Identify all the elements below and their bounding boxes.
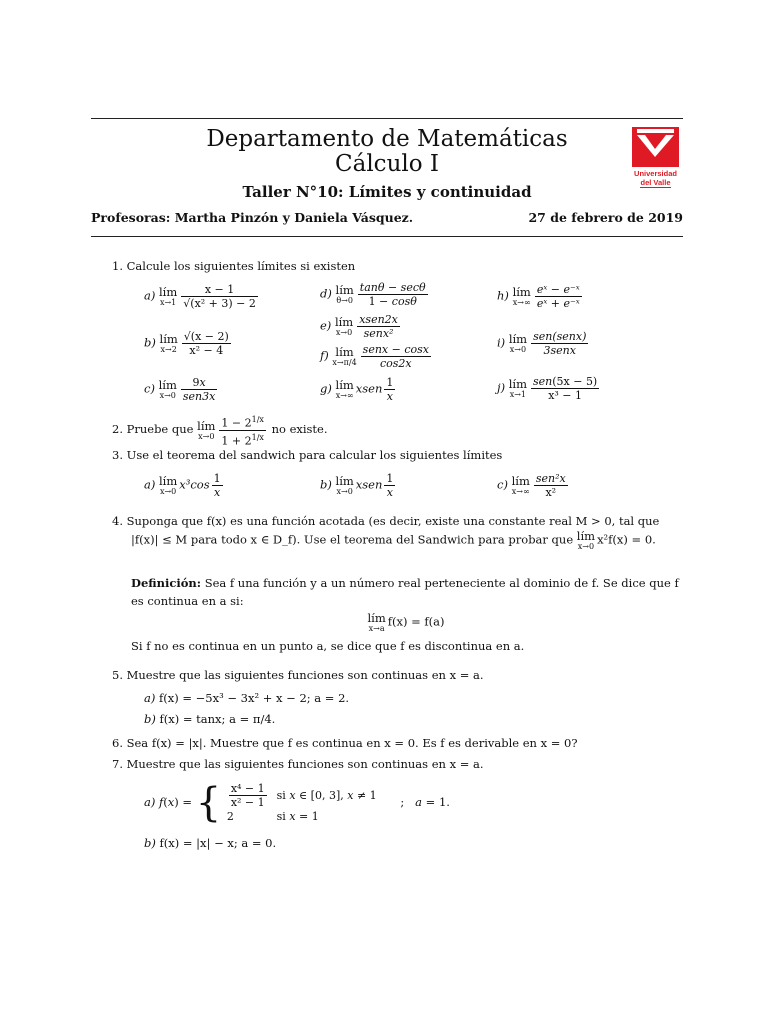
item-1e: e) lím x→0 $\frac{\text{xsen2x}}{\text{senx²}}$ (320, 313, 398, 340)
top-rule (91, 118, 683, 119)
exercise-1: 1. Calcule los siguientes límites si existen (112, 259, 356, 273)
definition-block: Definición: Sea f una función y a un número real perteneciente al dominio de f. Se dice que f es continua en a si: lím x→a f(x) = f(a) Si f no es continua en un punto a, se dice que f es discontinua en a. (131, 576, 679, 653)
university-logo (632, 127, 679, 187)
logo-text: Universidad del Valle (634, 169, 677, 187)
item-3a: a) lím x→0 x³cos $\frac{1}{x}$ (144, 472, 221, 499)
worksheet-title: Taller N°10: Límites y continuidad (242, 183, 532, 201)
exercise-3: 3. Use el teorema del sandwich para calcular los siguientes límites (112, 448, 503, 462)
course-title: Cálculo I (335, 151, 439, 177)
exercise-7: 7. Muestre que las siguientes funciones son continuas en x = a. (112, 757, 484, 771)
item-1d: d) lím θ→0 $\frac{\tan\theta - \sec\theta}{1 - \cos\theta}$ (320, 281, 426, 308)
item-1j: j) lím x→1 $\frac{\text{sen(5x − 5)}}{\text{x³ − 1}}$ (497, 375, 598, 402)
item-1g: g) lím x→∞ xsen $\frac{1}{x}$ (320, 376, 394, 403)
item-7a: a) f(x) = { $\frac{\text{x⁴ − 1}}{\text{x² − 1}}$ si x ∈ [0, 3], x ≠ 1 2 si x = 1 ; a = 1. (144, 780, 450, 826)
item-1h: h) lím x→∞ $\frac{\text{eˣ − e⁻ˣ}}{\text{eˣ + e⁻ˣ}}$ (497, 283, 580, 310)
item-7b: b) f(x) = |x| − x; a = 0. (144, 836, 277, 850)
item-3c: c) lím x→∞ $\frac{\text{sen²x}}{\text{x²}}$ (497, 472, 566, 499)
item-1i: i) lím x→0 $\frac{\text{sen(senx)}}{\text{3senx}}$ (497, 330, 587, 357)
item-1f: f) lím x→π/4 $\frac{\text{senx − cosx}}{\cos 2x}$ (320, 343, 429, 370)
date: 27 de febrero de 2019 (528, 210, 683, 225)
item-3b: b) lím x→0 xsen $\frac{1}{x}$ (320, 472, 394, 499)
page-title: Departamento de Matemáticas (206, 126, 568, 152)
exercise-4-line1: 4. Suponga que f(x) es una función acotada (es decir, existe una constante real M > 0, tal que (112, 514, 660, 528)
item-5a: a) f(x) = −5x³ − 3x² + x − 2; a = 2. (144, 691, 350, 705)
exercise-5: 5. Muestre que las siguientes funciones son continuas en x = a. (112, 668, 484, 682)
item-1b: b) lím x→2 $\frac{√(x - 2)}{\text{x² − 4}}$ (144, 330, 229, 357)
exercise-2: 2. Pruebe que lím x→0 $\frac{1 - 2^{1/x}}{1 + 2^{1/x}}$ no existe. (112, 415, 328, 448)
item-5b: b) f(x) = tanx; a = π/4. (144, 712, 276, 726)
exercise-4-line2: |f(x)| ≤ M para todo x ∈ D_f). Use el teorema del Sandwich para probar que lím x→0 x²f(x) = 0. (131, 529, 656, 551)
header-rule (91, 236, 683, 237)
logo-mark-icon (632, 127, 679, 167)
exercise-6: 6. Sea f(x) = |x|. Muestre que f es continua en x = 0. Es f es derivable en x = 0? (112, 736, 578, 750)
title-block (91, 127, 683, 201)
professors: Profesoras: Martha Pinzón y Daniela Vásquez. (91, 210, 414, 225)
item-1c: c) lím x→0 $\frac{9x}{\text{sen3x}}$ (144, 376, 216, 403)
item-1a: a) lím x→1 $\frac{x - 1}{\text{√(x² + 3) − 2}}$ (144, 283, 256, 310)
